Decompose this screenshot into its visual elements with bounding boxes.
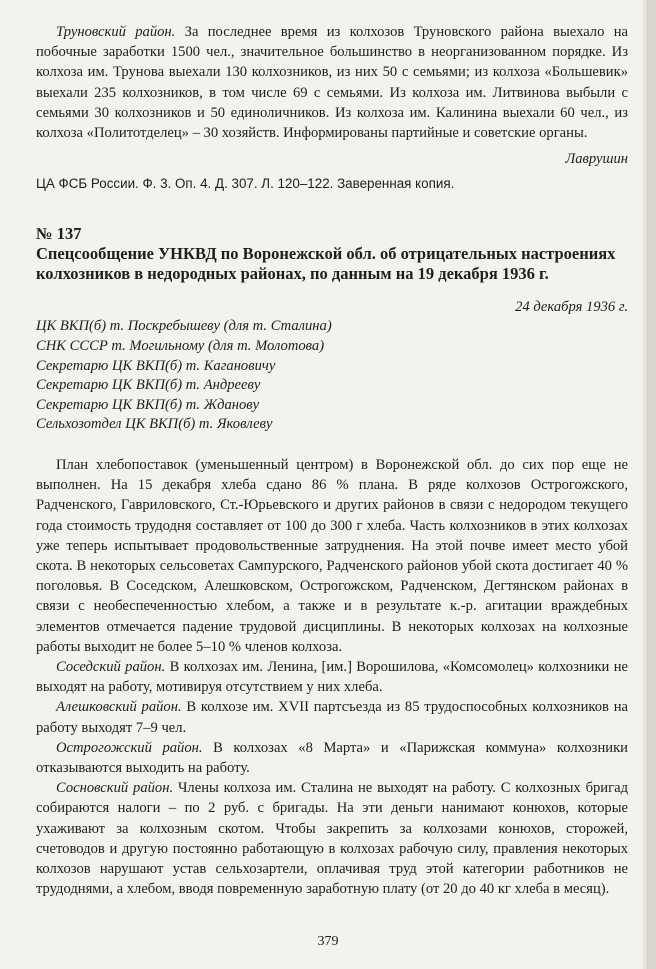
archive-source: ЦА ФСБ России. Ф. 3. Оп. 4. Д. 307. Л. 120–122. Заверенная копия.: [36, 176, 455, 192]
addressee: Секретарю ЦК ВКП(б) т. Жданову: [36, 396, 260, 413]
addressee: Секретарю ЦК ВКП(б) т. Кагановичу: [36, 357, 276, 374]
addressee: Секретарю ЦК ВКП(б) т. Андрееву: [36, 377, 261, 394]
paragraph-text: Члены колхоза им. Сталина не выходят на работу. С колхозных бригад собираются налоги – по 2 руб. с бригады. На эти деньги нанимают конюхов, которые ухаживают за колхозным скотом. Чтобы закрепить за колхозами конюхов, сторожей, счетоводов и другую постоянно работающую в колхозах рабочую силу, правления некоторых колхозов нарушают устав сельхозартели, оплачивая труд этой категории работников не трудоднями, а хлебом, вводя повременную заработную плату (от 20 до 40 кг хлеба в месяц).: [36, 780, 628, 898]
paragraph-trunovsky: [36, 22, 628, 143]
region-name: Острогожский район.: [56, 739, 203, 756]
addressee-list: [36, 317, 628, 435]
paragraph-sosnovsky: [36, 778, 628, 899]
page-edge: [646, 0, 656, 969]
paragraph-ostrogozhsky: [36, 738, 628, 778]
region-name: Соседский район.: [56, 659, 166, 676]
paragraph-text: За последнее время из колхозов Труновского района выехало на побочные заработки 1500 чел., значительное большинство в неорганизованном порядке. Из колхоза им. Трунова выехали 130 колхозников, из них 50 с семьями; из колхоза «Большевик» выехали 235 колхозников, в том числе 69 с семьями. Из колхоза им. Литвинова выбыли с семьями 30 колхозников и 50 единоличников. Из колхоза им. Калинина выехали 60 чел., из колхоза «Политотделец» – 30 хозяйств. Информированы партийные и советские органы.: [36, 24, 628, 142]
addressee: ЦК ВКП(б) т. Поскребышеву (для т. Сталина): [36, 318, 332, 335]
addressee: СНК СССР т. Могильному (для т. Молотова): [36, 338, 325, 355]
region-name: Сосновский район.: [56, 780, 174, 797]
region-name: Алешковский район.: [56, 699, 182, 716]
paragraph-intro: План хлебопоставок (уменьшенный центром) в Воронежской обл. до сих пор еще не выполнен. На 15 декабря хлеба сдано 86 % плана. В ряде колхозов Острогожского, Радченского, Гавриловского, Ст.-Юрьевского и других районов в связи с недородом текущего года стоимость трудодня составляет от 100 до 300 г хлеба. Часть колхозников в этих колхозах уже теперь испытывает продовольственные затруднения. На этой почве имеет место убой скота. В некоторых сельсоветах Сампурского, Радченского районов убой скота достигает 40 % поголовья. В Соседском, Алешковском, Острогожском, Радченском, Дегтянском районах в связи с необеспеченностью хлебом, а также и в результате к.-р. агитации враждебных элементов отмечается падение трудовой дисциплины. В некоторых колхозах на колхозные работы выходит не более 5–10 % членов колхоза.: [36, 456, 628, 655]
paragraph-text: В колхозах «8 Марта» и «Парижская коммуна» колхозники отказываются выходить на работу.: [36, 739, 628, 777]
document-date: 24 декабря 1936 г.: [515, 299, 628, 316]
signature: Лаврушин: [565, 151, 628, 168]
paragraph-aleshkovsky: [36, 697, 628, 737]
document-page: [36, 22, 628, 899]
paragraph-text: В колхозах им. Ленина, [им.] Ворошилова, «Комсомолец» колхозники не выходят на работу, мотивируя отсутствием у них хлеба.: [36, 659, 628, 696]
page-number: 379: [317, 934, 339, 949]
paragraph-sosedsky: [36, 657, 628, 697]
document-title: Спецсообщение УНКВД по Воронежской обл. об отрицательных настроениях колхозников в недородных районах, по данным на 19 декабря 1936 г.: [36, 244, 616, 283]
region-name: Труновский район.: [56, 24, 176, 40]
paragraph-text: В колхозе им. XVII партсъезда из 85 трудоспособных колхозников на работу выходят 7–9 чел.: [36, 699, 629, 736]
document-number: № 137: [36, 224, 82, 244]
addressee: Сельхозотдел ЦК ВКП(б) т. Яковлеву: [36, 416, 273, 433]
